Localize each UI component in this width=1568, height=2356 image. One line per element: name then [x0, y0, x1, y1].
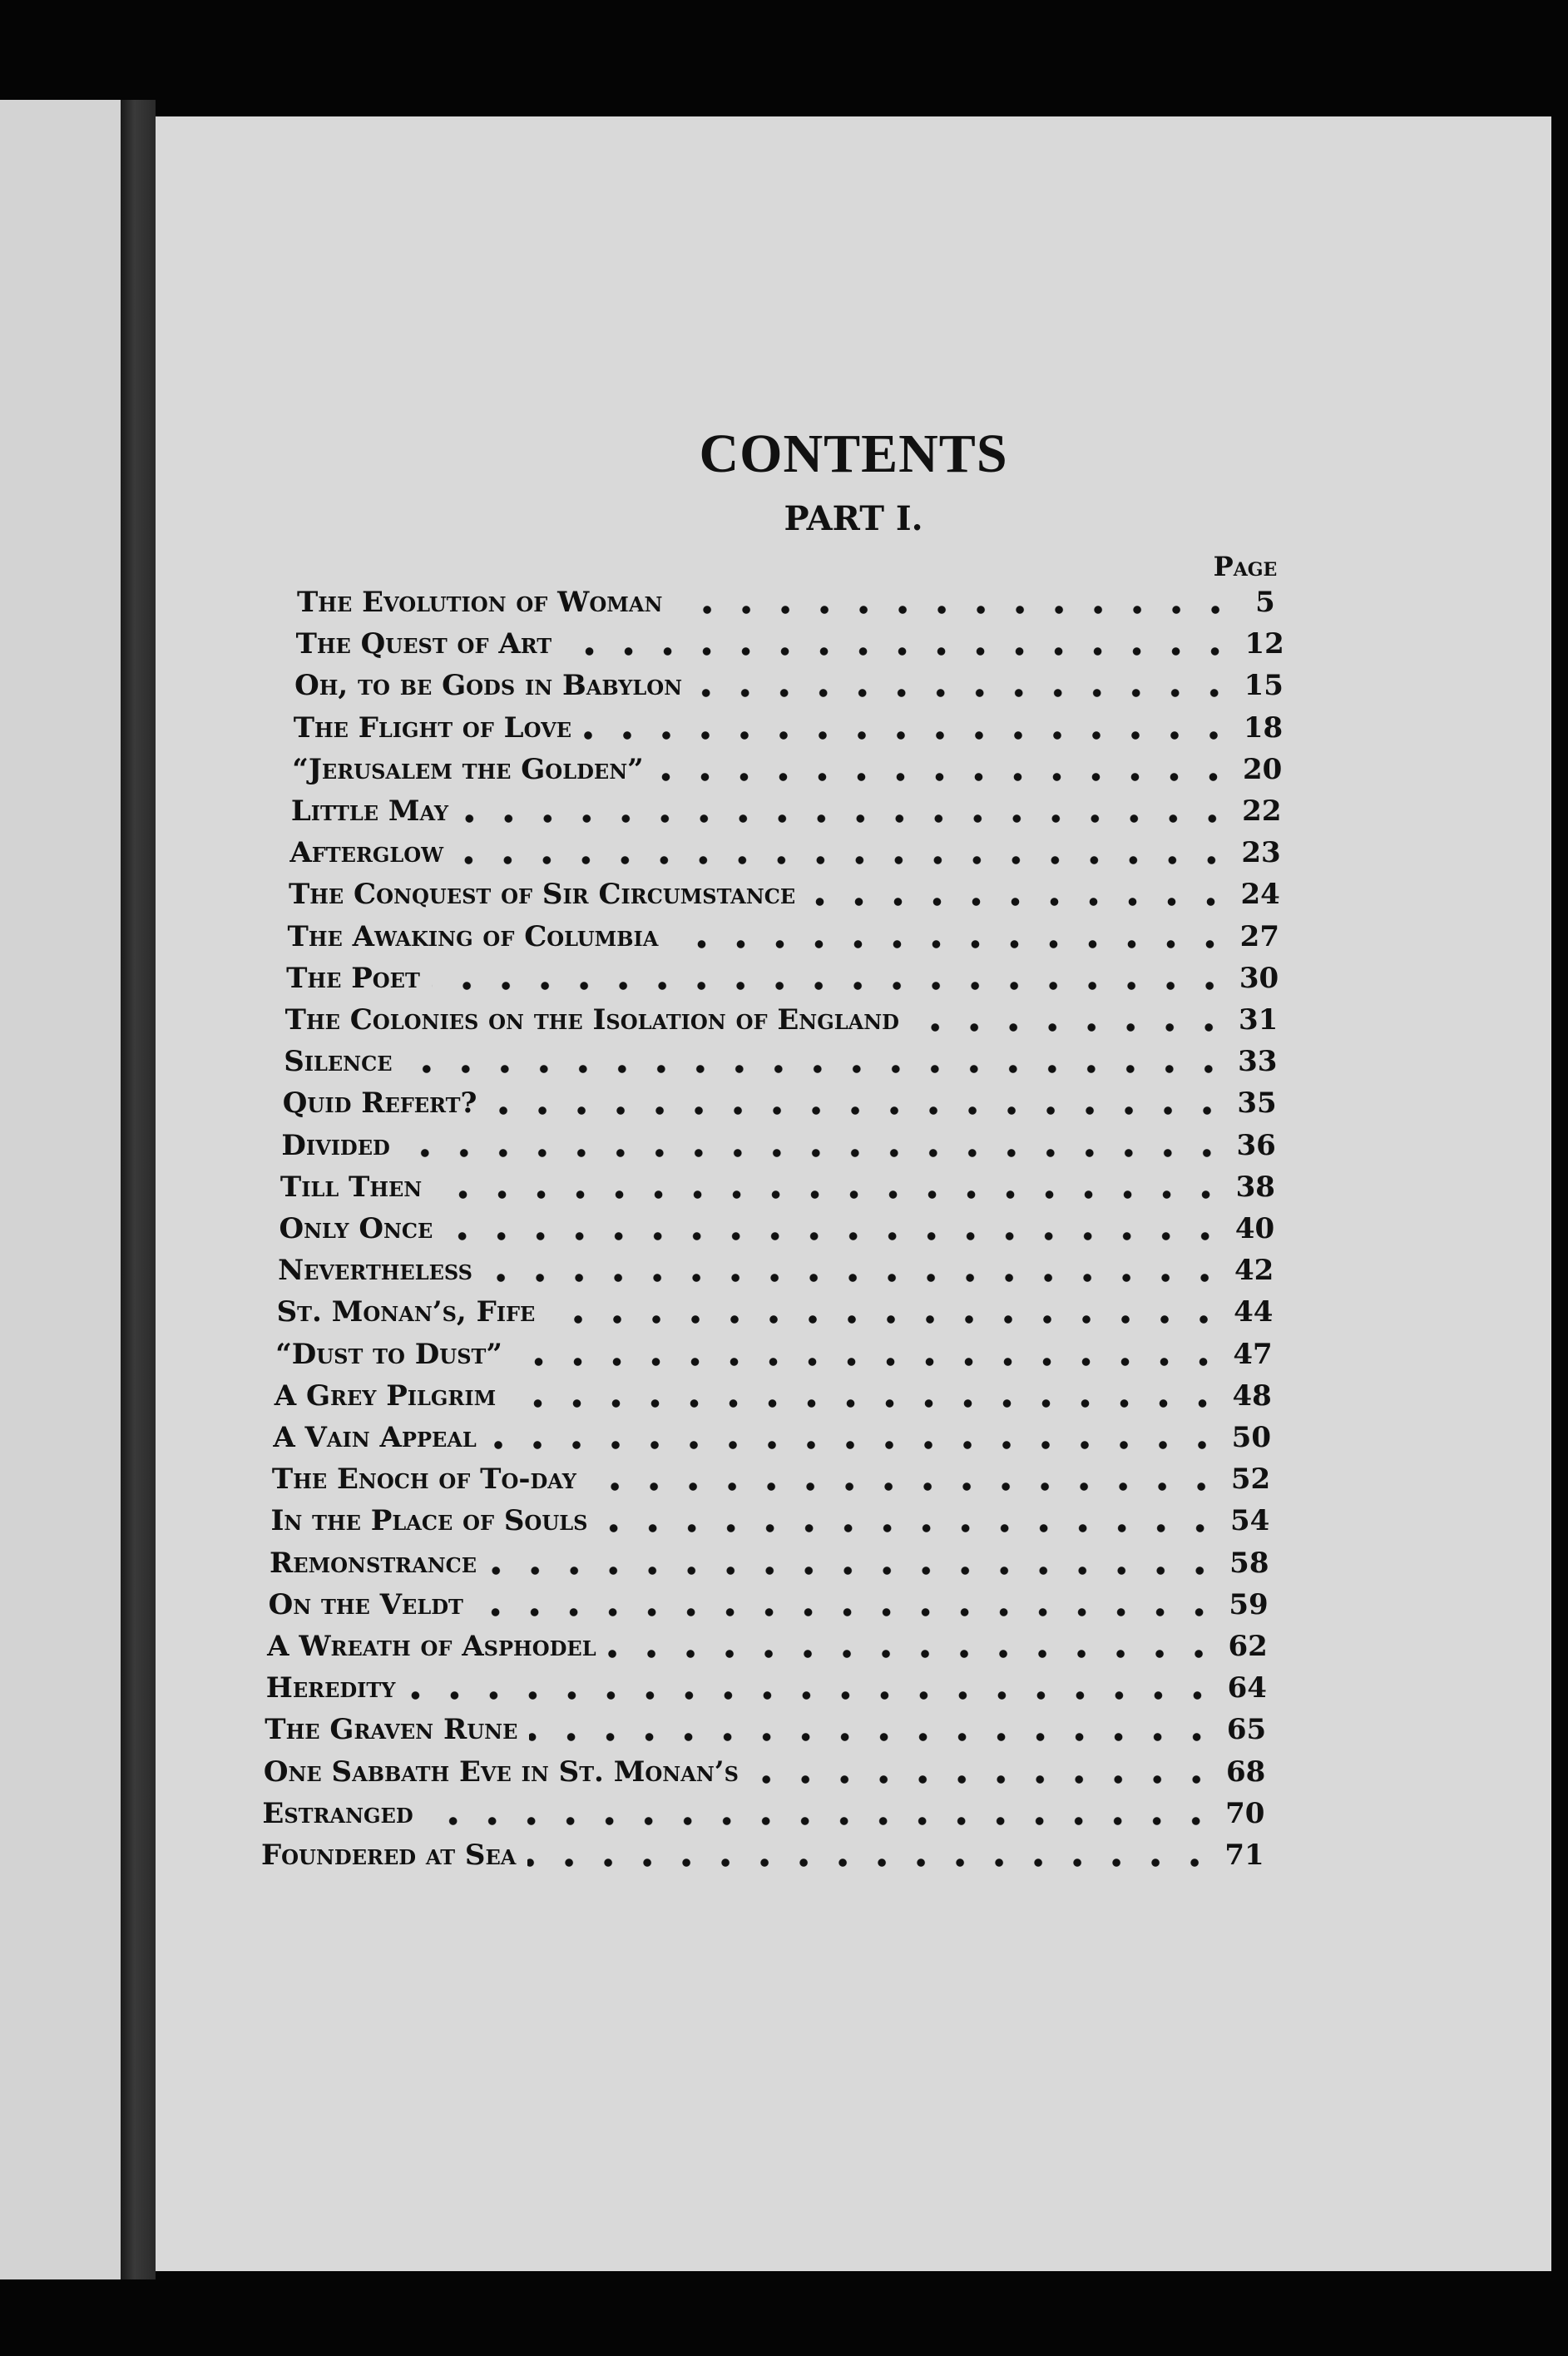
toc-entry-title: The Awaking of Columbia — [287, 919, 659, 953]
toc-entry-page-number: 33 — [1238, 1045, 1278, 1079]
toc-entry-title: Heredity — [265, 1671, 396, 1705]
toc-entry — [291, 791, 1292, 831]
toc-entry — [279, 1209, 1285, 1249]
toc-entry-page-number: 44 — [1234, 1295, 1274, 1329]
toc-entry — [283, 1083, 1287, 1123]
toc-entry — [296, 624, 1295, 664]
toc-entry-title: A Vain Appeal — [273, 1421, 477, 1454]
toc-entry — [297, 582, 1295, 622]
toc-entry — [261, 1835, 1274, 1875]
dot-leader — [404, 1064, 1228, 1074]
toc-entry-title: Estranged — [262, 1796, 413, 1830]
toc-entry-page-number: 40 — [1234, 1212, 1275, 1245]
toc-entry-page-number: 70 — [1225, 1796, 1265, 1830]
dot-leader — [488, 1106, 1227, 1116]
dot-leader — [655, 772, 1233, 782]
toc-entry — [277, 1292, 1284, 1332]
toc-entry-title: “Jerusalem the Golden” — [292, 752, 644, 786]
toc-entry-title: The Graven Rune — [265, 1713, 518, 1747]
toc-entry-page-number: 65 — [1226, 1713, 1267, 1747]
toc-entry — [275, 1376, 1282, 1416]
toc-entry — [267, 1626, 1278, 1666]
toc-entry-title: Till Then — [279, 1170, 423, 1204]
toc-entry-title: Remonstrance — [270, 1546, 477, 1580]
dot-leader — [670, 939, 1229, 949]
toc-entry-page-number: 68 — [1225, 1755, 1266, 1789]
dot-leader — [460, 814, 1232, 824]
toc-entry-title: A Grey Pilgrim — [274, 1378, 497, 1413]
dot-leader — [694, 688, 1234, 698]
dot-leader — [529, 1732, 1216, 1742]
dot-leader — [475, 1607, 1219, 1617]
toc-entry-title: The Conquest of Sir Circumstance — [288, 878, 796, 912]
dot-leader — [583, 730, 1233, 740]
toc-entry-page-number: 31 — [1238, 1003, 1279, 1037]
toc-entry-title: Nevertheless — [278, 1254, 473, 1288]
toc-entry — [270, 1543, 1279, 1583]
toc-entry — [289, 874, 1290, 914]
toc-entry-page-number: 30 — [1239, 961, 1279, 995]
toc-entry-page-number: 15 — [1244, 669, 1284, 703]
dot-leader — [488, 1440, 1222, 1450]
toc-entry — [292, 750, 1292, 789]
contents-page — [156, 116, 1551, 2271]
toc-entry-title: Little May — [290, 794, 449, 828]
toc-entry-title: Oh, to be Gods in Babylon — [294, 669, 683, 703]
toc-entry — [280, 1167, 1285, 1207]
toc-entry-page-number: 52 — [1230, 1463, 1271, 1497]
toc-entry — [265, 1710, 1276, 1750]
toc-entry-title: Foundered at Sea — [261, 1839, 517, 1872]
toc-entry-page-number: 27 — [1239, 919, 1279, 953]
toc-entry-page-number: 24 — [1240, 878, 1280, 912]
dot-leader — [455, 855, 1231, 865]
toc-entry-page-number: 50 — [1231, 1421, 1271, 1454]
toc-entry-title: A Wreath of Asphodel — [267, 1630, 596, 1663]
dot-leader — [425, 1816, 1215, 1826]
toc-entry — [286, 958, 1289, 998]
toc-entry-page-number: 35 — [1237, 1086, 1277, 1121]
toc-entry-title: Divided — [281, 1128, 390, 1162]
book-spine — [121, 100, 156, 2279]
toc-entry-title: On the Veldt — [268, 1587, 463, 1621]
toc-entry-page-number: 20 — [1242, 752, 1283, 786]
dot-leader — [527, 1858, 1214, 1868]
toc-entry-page-number: 12 — [1244, 627, 1284, 661]
toc-entry-page-number: 64 — [1227, 1671, 1267, 1705]
toc-entry-page-number: 22 — [1242, 794, 1282, 828]
dot-leader — [484, 1273, 1224, 1283]
toc-entry — [294, 708, 1293, 748]
page-column-header: Page — [1213, 551, 1278, 582]
toc-entry-page-number: 36 — [1236, 1128, 1276, 1162]
dot-leader — [674, 605, 1235, 615]
toc-entry-page-number: 59 — [1229, 1587, 1269, 1621]
dot-leader — [547, 1314, 1224, 1324]
toc-entry-title: Afterglow — [289, 836, 444, 870]
toc-entry-title: The Enoch of To-day — [271, 1463, 576, 1497]
toc-entry — [281, 1126, 1286, 1166]
toc-entry — [289, 833, 1291, 873]
dot-leader — [514, 1357, 1223, 1367]
dot-leader — [488, 1566, 1219, 1576]
toc-entry-title: One Sabbath Eve in St. Monan’s — [263, 1755, 739, 1789]
toc-entry — [275, 1334, 1283, 1374]
toc-entry-title: The Colonies on the Isolation of England — [284, 1003, 899, 1037]
toc-entry — [284, 1042, 1288, 1081]
dot-leader — [507, 1398, 1222, 1408]
dot-leader — [444, 1231, 1224, 1241]
toc-entry-title: The Flight of Love — [293, 710, 571, 745]
toc-entry-page-number: 48 — [1232, 1378, 1272, 1413]
toc-entry — [294, 666, 1293, 705]
dot-leader — [433, 1190, 1225, 1200]
toc-entry-title: “Dust to Dust” — [275, 1337, 502, 1371]
toc-entry-page-number: 23 — [1241, 836, 1281, 870]
toc-entry-page-number: 54 — [1229, 1504, 1270, 1538]
toc-entry-page-number: 58 — [1229, 1546, 1269, 1580]
page-title: CONTENTS — [699, 423, 1008, 484]
dot-leader — [599, 1523, 1219, 1533]
toc-entry-page-number: 47 — [1233, 1337, 1273, 1371]
toc-entry-page-number: 42 — [1234, 1254, 1274, 1288]
dot-leader — [911, 1022, 1229, 1032]
dot-leader — [407, 1690, 1217, 1700]
toc-entry — [269, 1585, 1279, 1625]
toc-entry-title: St. Monan’s, Fife — [276, 1295, 536, 1329]
dot-leader — [807, 897, 1230, 907]
dot-leader — [750, 1774, 1216, 1784]
dot-leader — [402, 1148, 1226, 1158]
toc-entry-title: Silence — [284, 1045, 393, 1079]
dot-leader — [563, 646, 1234, 656]
toc-entry — [270, 1501, 1279, 1541]
dot-leader — [608, 1649, 1219, 1659]
toc-entry-title: The Poet — [286, 961, 420, 995]
left-page-edge — [0, 100, 121, 2279]
toc-entry-title: The Evolution of Woman — [297, 586, 663, 619]
toc-entry-title: Only Once — [279, 1212, 433, 1245]
toc-entry — [264, 1752, 1276, 1792]
table-of-contents — [156, 116, 1551, 2271]
toc-entry — [266, 1668, 1278, 1708]
toc-entry-page-number: 71 — [1224, 1839, 1264, 1872]
toc-entry — [272, 1459, 1281, 1499]
dot-leader — [432, 981, 1229, 991]
toc-entry — [278, 1250, 1284, 1290]
toc-entry-title: The Quest of Art — [295, 627, 552, 661]
toc-entry-page-number: 38 — [1235, 1170, 1275, 1204]
toc-entry — [273, 1418, 1281, 1458]
toc-entry-page-number: 5 — [1255, 586, 1275, 619]
toc-entry-title: Quid Refert? — [282, 1086, 477, 1121]
part-heading: PART I. — [784, 499, 923, 538]
toc-entry — [262, 1794, 1274, 1834]
toc-entry — [288, 917, 1290, 957]
toc-entry — [285, 1000, 1289, 1040]
dot-leader — [588, 1482, 1221, 1492]
toc-entry-title: In the Place of Souls — [270, 1504, 588, 1538]
toc-entry-page-number: 18 — [1243, 710, 1284, 745]
toc-entry-page-number: 62 — [1228, 1630, 1268, 1663]
